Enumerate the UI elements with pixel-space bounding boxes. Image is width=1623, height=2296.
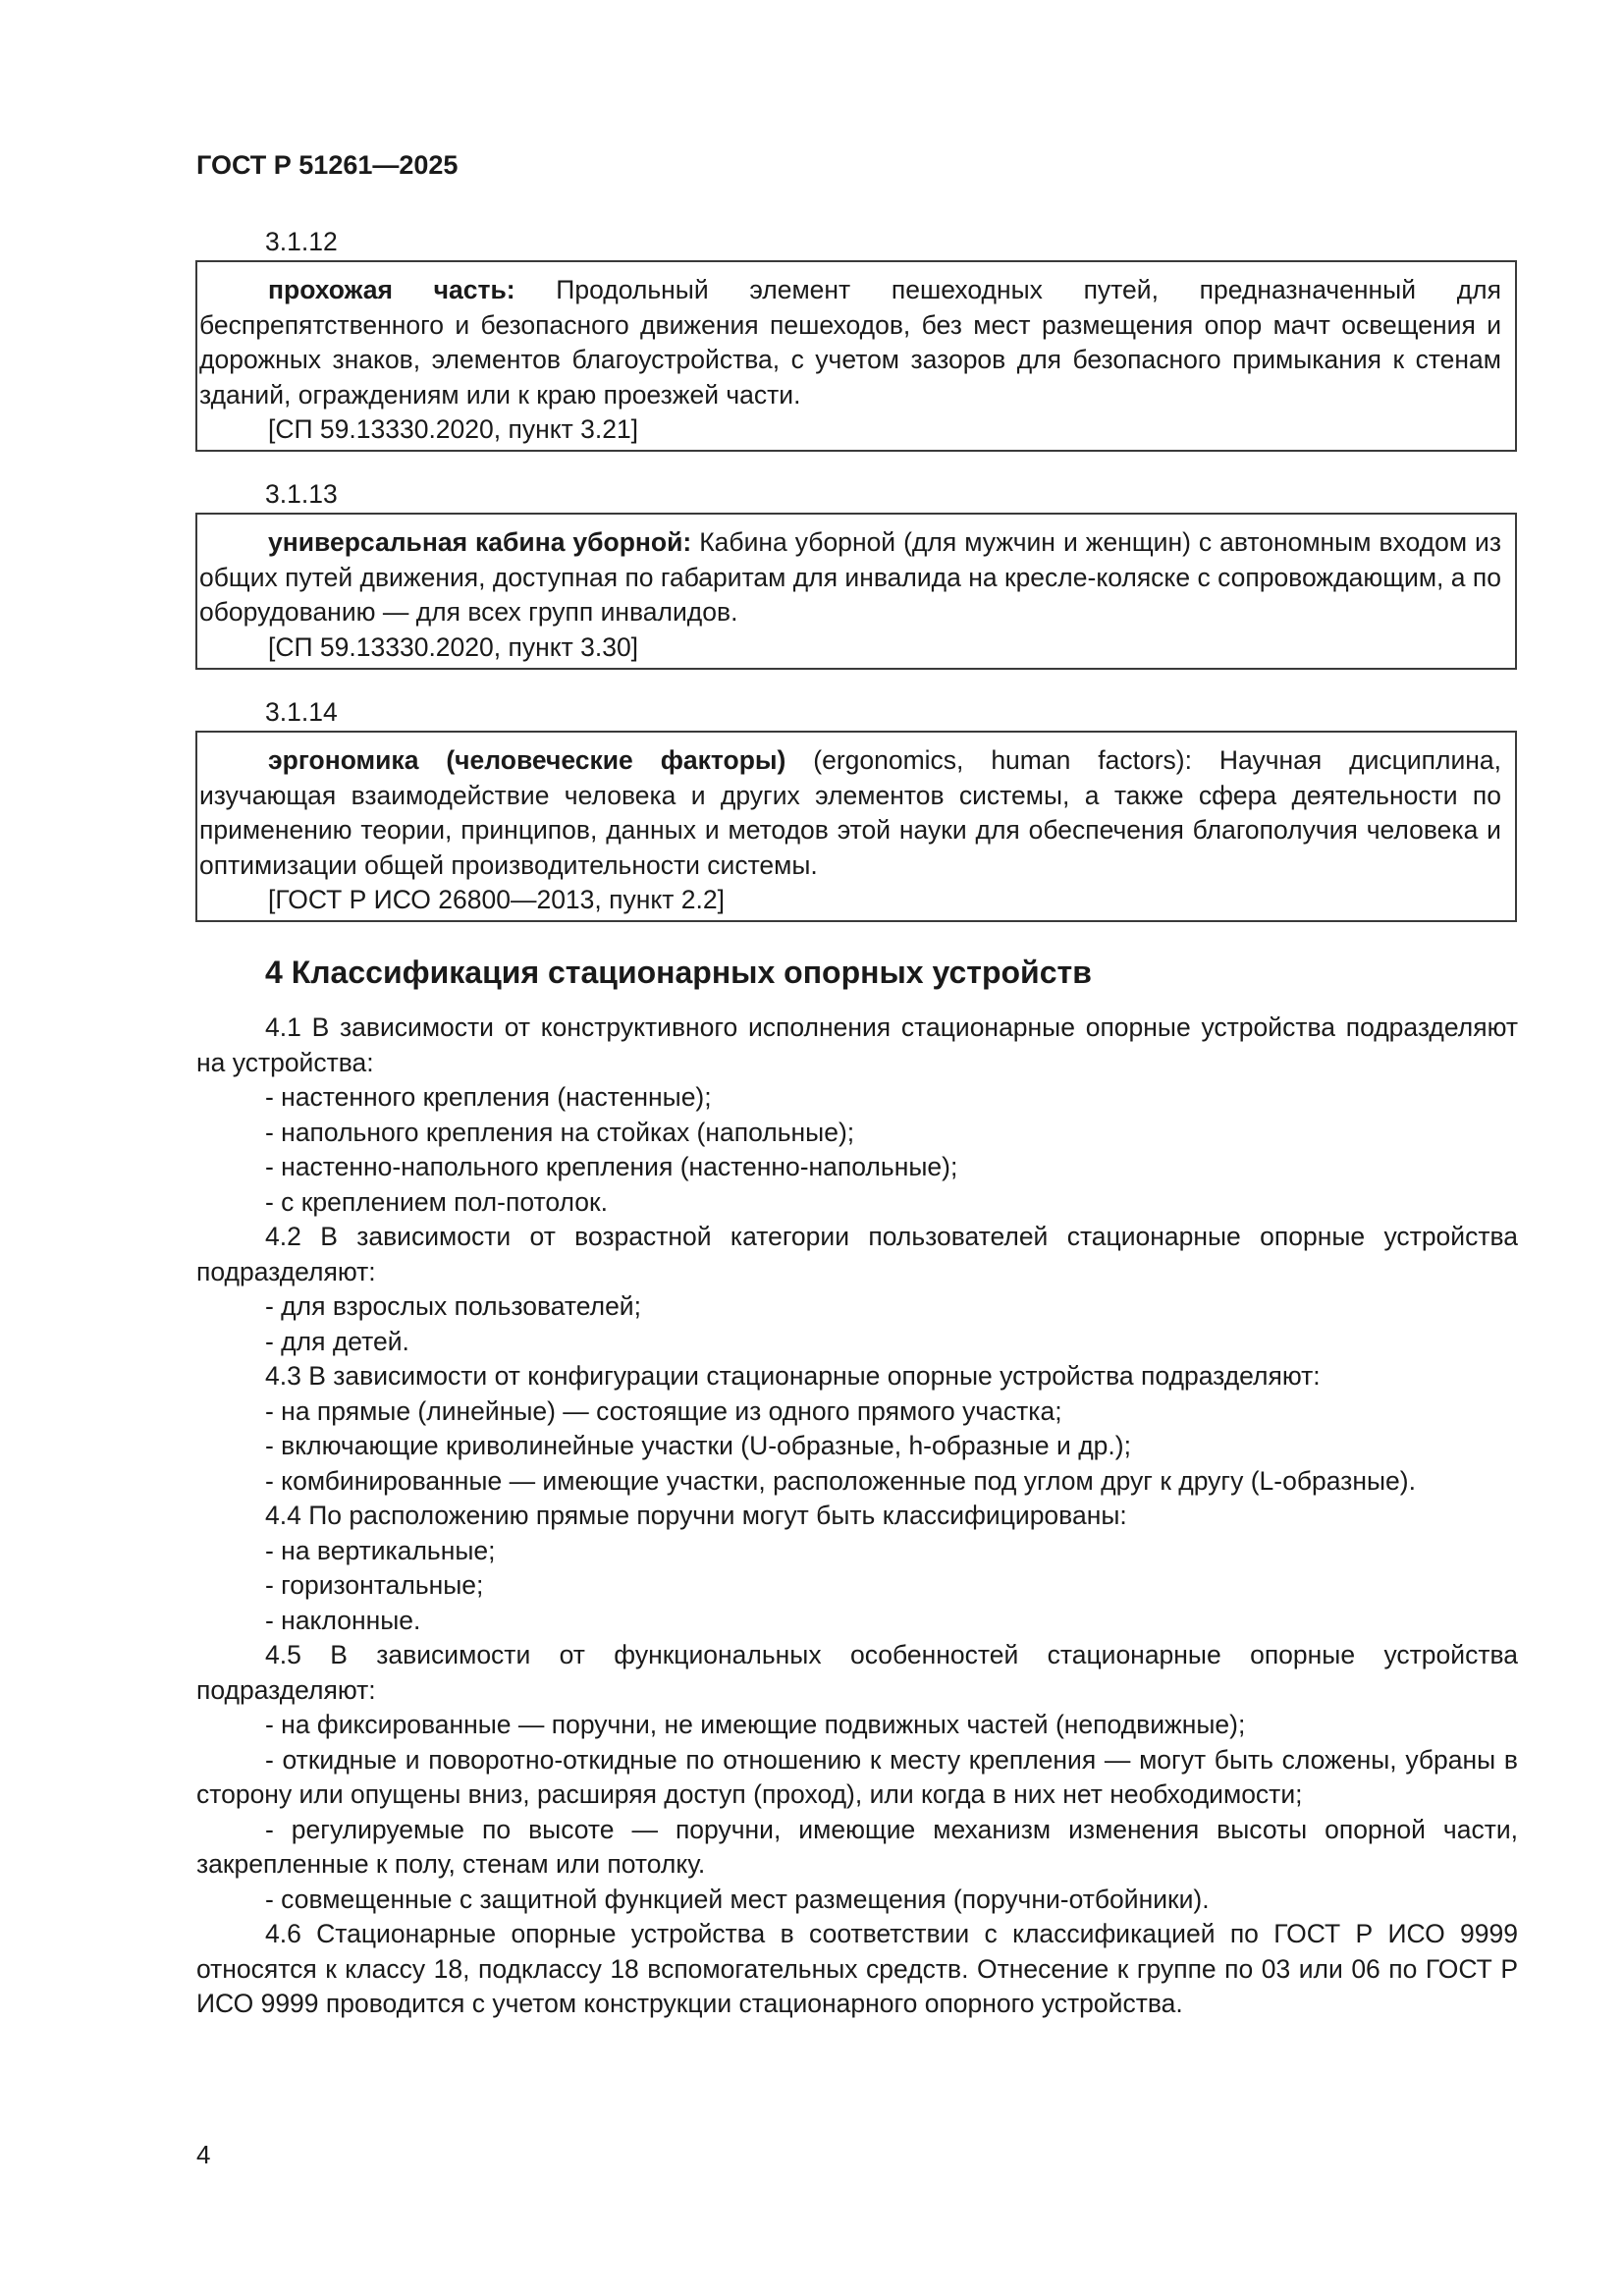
paragraph-4-5: 4.5 В зависимости от функциональных особенностей стационарные опорные устройства подразделяют: (196, 1640, 1518, 1705)
term-title: эргономика (человеческие факторы) (268, 745, 786, 775)
list-item: - горизонтальные; (265, 1570, 484, 1600)
list-item: - напольного крепления на стойках (напольные); (265, 1117, 855, 1147)
term-source: [СП 59.13330.2020, пункт 3.21] (268, 414, 639, 444)
list-item: - регулируемые по высоте — поручни, имеющие механизм изменения высоты опорной части, закрепленные к полу, стенам или потолку. (196, 1814, 1518, 1879)
term-definition-box (195, 260, 1517, 452)
list-item: - откидные и поворотно-откидные по отношению к месту крепления — могут быть сложены, убраны в сторону или опущены вниз, расширяя доступ (проход), или когда в них нет необходимости; (196, 1744, 1518, 1809)
term-text: (ergonomics, human factors): Научная дисциплина, изучающая взаимодействие человека и других элементов системы, а также сфера деятельности по применению теории, принципов, данных и методов этой науки для обеспечения благополучия человека и оптимизации общей производительности системы. (199, 745, 1501, 880)
list-item: - с креплением пол-потолок. (265, 1186, 608, 1217)
document-header: ГОСТ Р 51261—2025 (196, 150, 459, 180)
paragraph-4-1: 4.1 В зависимости от конструктивного исполнения стационарные опорные устройства подразделяют на устройства: (196, 1012, 1518, 1077)
list-item: - на прямые (линейные) — состоящие из одного прямого участка; (265, 1395, 1062, 1426)
term-title: универсальная кабина уборной: (268, 527, 692, 557)
list-item: - комбинированные — имеющие участки, расположенные под углом друг к другу (L-образные). (265, 1465, 1416, 1496)
section-body (196, 1011, 1518, 2022)
section-title: 4 Классификация стационарных опорных устройств (265, 955, 1092, 990)
term-number: 3.1.12 (265, 227, 338, 256)
list-item: - для взрослых пользователей; (265, 1291, 641, 1321)
term-text: Кабина уборной (для мужчин и женщин) с автономным входом из общих путей движения, доступная по габаритам для инвалида на кресле-коляске с сопровождающим, а по оборудованию — для всех групп инвалидов. (199, 527, 1501, 627)
list-item: - настенно-напольного крепления (настенно-напольные); (265, 1152, 958, 1181)
list-item: - настенного крепления (настенные); (265, 1082, 712, 1112)
term-definition-box (195, 731, 1517, 922)
page-number: 4 (196, 2140, 211, 2169)
term-definition (199, 273, 1501, 412)
term-definition (199, 525, 1501, 630)
paragraph-4-2: 4.2 В зависимости от возрастной категории пользователей стационарные опорные устройства подразделяют: (196, 1222, 1518, 1286)
list-item: - совмещенные с защитной функцией мест размещения (поручни-отбойники). (265, 1884, 1210, 1914)
term-source: [СП 59.13330.2020, пункт 3.30] (268, 631, 639, 662)
list-item: - наклонные. (265, 1605, 421, 1635)
term-title: прохожая часть: (268, 275, 515, 304)
paragraph-4-6: 4.6 Стационарные опорные устройства в соответствии с классификацией по ГОСТ Р ИСО 9999 относятся к классу 18, подклассу 18 вспомогательных средств. Отнесение к группе по 03 или 06 по ГОСТ Р ИСО 9999 проводится с учетом конструкции стационарного опорного устройства. (196, 1919, 1518, 2018)
list-item: - для детей. (265, 1326, 409, 1356)
paragraph-4-3: 4.3 В зависимости от конфигурации стационарные опорные устройства подразделяют: (265, 1361, 1321, 1391)
list-item: - на фиксированные — поручни, не имеющие подвижных частей (неподвижные); (265, 1710, 1246, 1739)
term-source: [ГОСТ Р ИСО 26800—2013, пункт 2.2] (268, 885, 725, 914)
term-definition-box (195, 513, 1517, 670)
term-definition (199, 743, 1501, 883)
list-item: - на вертикальные; (265, 1535, 496, 1565)
list-item: - включающие криволинейные участки (U-образные, h-образные и др.); (265, 1431, 1131, 1460)
term-number: 3.1.13 (265, 479, 338, 509)
paragraph-4-4: 4.4 По расположению прямые поручни могут быть классифицированы: (265, 1501, 1127, 1530)
term-text: Продольный элемент пешеходных путей, предназначенный для беспрепятственного и безопасного движения пешеходов, без мест размещения опор мачт освещения и дорожных знаков, элементов благоустройства, с учетом зазоров для безопасного примыкания к стенам зданий, ограждениям или к краю проезжей части. (199, 275, 1501, 410)
term-number: 3.1.14 (265, 697, 338, 727)
